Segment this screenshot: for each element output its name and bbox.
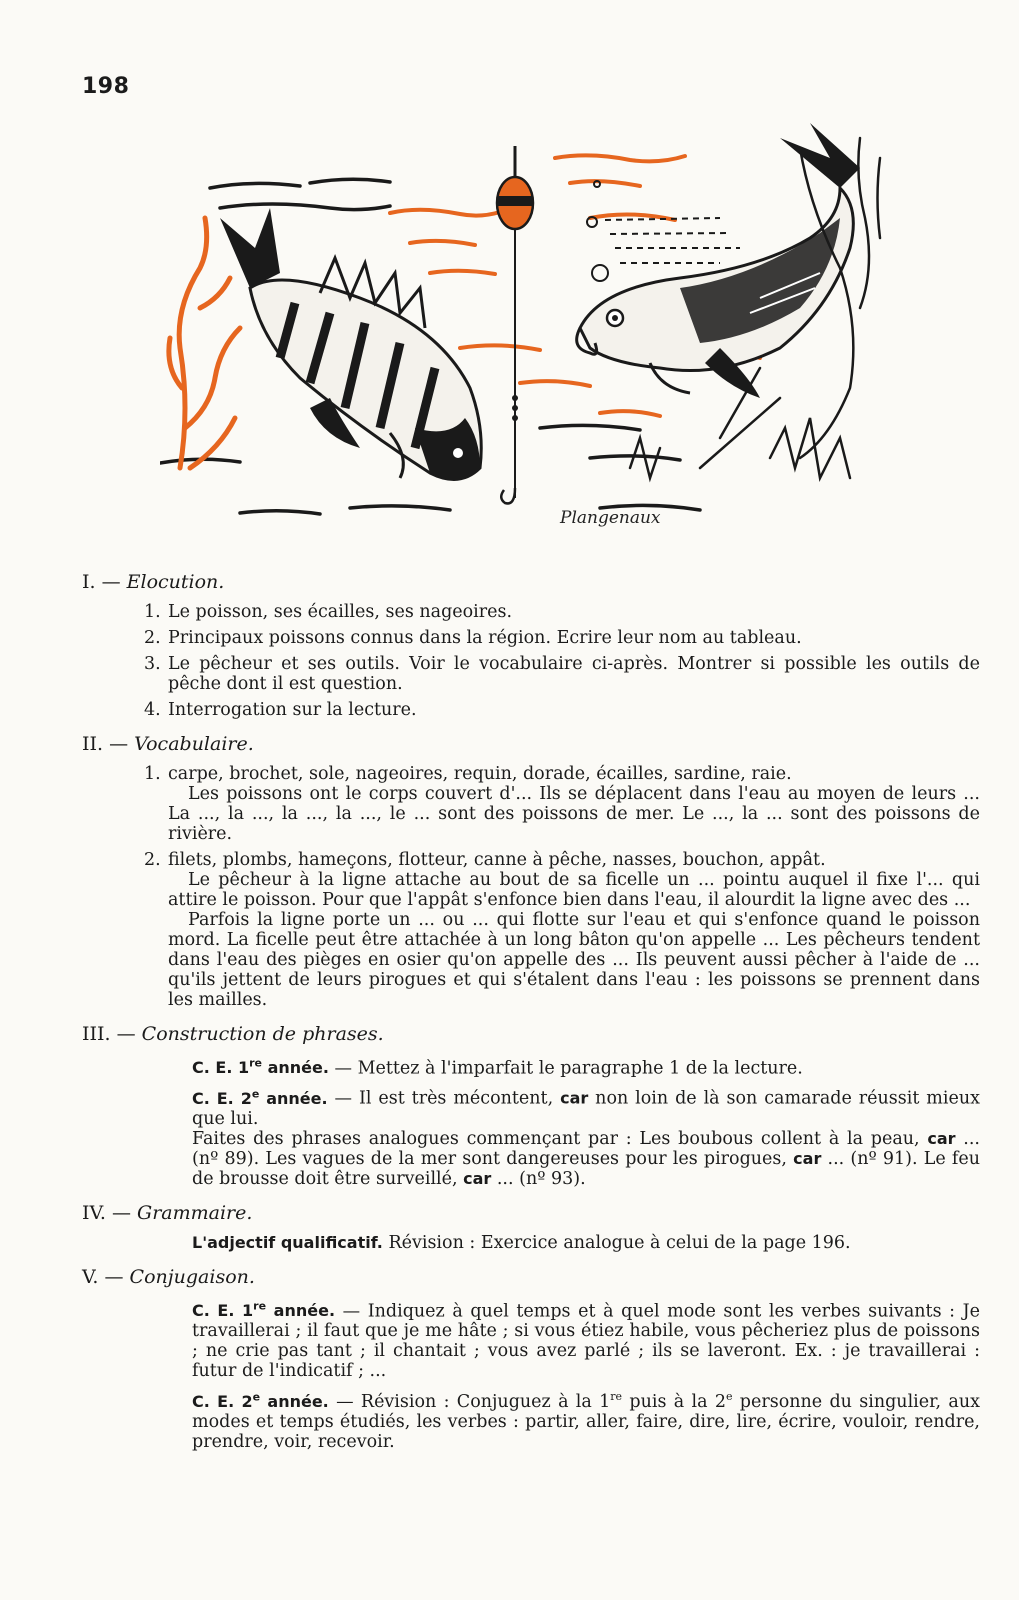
item-number: 2. (144, 850, 161, 870)
section-title: Vocabulaire. (134, 733, 254, 755)
level-label: C. E. 2e année. (192, 1390, 329, 1411)
exercise-ce1 (192, 1297, 980, 1381)
grammar-exercise (192, 1233, 980, 1253)
grammar-topic: L'adjectif qualificatif. (192, 1232, 383, 1252)
section-heading (82, 572, 980, 592)
level-label: C. E. 2e année. (192, 1087, 328, 1108)
item-number: 1. (144, 602, 161, 622)
seaweed (169, 218, 240, 468)
item-number: 3. (144, 654, 161, 674)
exercise-text: — Mettez à l'imparfait le paragraphe 1 de la lecture. (328, 1058, 803, 1079)
section-elocution (82, 572, 980, 720)
item-number: 2. (144, 628, 161, 648)
fill-in-paragraph: Parfois la ligne porte un ... ou ... qui flotte sur l'eau et qui s'enfonce quand le poisson mord. La ficelle peut être attachée à un long bâton qu'on appelle ... Les pêcheurs tendent dans l'eau des pièges en osier qu'on appelle des ... Ils peuvent aussi pêcher à l'aide de ... qu'ils jettent de leurs pirogues et qui s'étalent dans l'eau : les poissons se prennent dans les mailles. (168, 910, 980, 1010)
exercise-text: — Indiquez à quel temps et à quel mode sont les verbes suivants : Je travaillerai ; il faut que je me hâte ; si vous étiez habile, vous pêcheriez plus de poissons ; ne crie pas tant ; il chantait ; vous avez parlé ; ils se laveront. Ex. : je travaillerai : futur de l'indicatif ; ... (192, 1300, 981, 1381)
fill-in-paragraph: Les poissons ont le corps couvert d'... Ils se déplacent dans l'eau au moyen de leurs ... La ..., la ..., la ..., la ..., le ... sont des poissons de mer. Le ..., la ... sont des poissons de rivière. (168, 784, 980, 844)
section-number: IV. — (82, 1201, 131, 1224)
perch-fish (220, 208, 481, 479)
section-number: V. — (82, 1265, 124, 1288)
exercise-ce2: C. E. 2e année. — Il est très mécontent, car non loin de là son camarade réussit mieux que lui. Faites des phrases analogues commençant par : Les boubous collent à la peau, car ... (nº 89). Les vagues de la mer sont dangereuses pour les pirogues, car ... (nº 91). Le feu de brousse doit être surveillé, car ... (nº 93). (192, 1087, 980, 1189)
item-text: Le poisson, ses écailles, ses nageoires. (168, 602, 513, 622)
keyword: car (560, 1088, 589, 1108)
bubbles (587, 181, 608, 281)
illustrator-signature: Plangenaux (560, 508, 661, 528)
section-construction (82, 1024, 980, 1189)
exercise-ce2: C. E. 2e année. — Révision : Conjuguez à la 1re puis à la 2e personne du singulier, aux modes et temps étudiés, les verbes : partir, aller, faire, dire, lire, écrire, vouloir, rendre, prendre, voir, recevoir. (192, 1389, 981, 1452)
fishing-scene-illustration (160, 108, 900, 548)
page-number: 198 (82, 74, 130, 99)
list-item (144, 850, 980, 1010)
keyword: car (793, 1148, 822, 1168)
section-number: I. — (82, 571, 121, 593)
list-item (144, 764, 980, 844)
list-item (144, 654, 980, 694)
list-item (144, 602, 980, 622)
section-vocabulaire (82, 734, 980, 1010)
section-number: III. — (82, 1023, 136, 1045)
section-number: II. — (82, 733, 129, 755)
item-text: Interrogation sur la lecture. (168, 700, 417, 720)
level-label: C. E. 1re année. (192, 1299, 336, 1320)
fill-in-paragraph: Le pêcheur à la ligne attache au bout de sa ficelle un ... pointu auquel il fixe l'... qui attire le poisson. Pour que l'appât s'enfonce bien dans l'eau, il alourdit la ligne avec des ... (168, 870, 980, 910)
list-item (144, 700, 980, 720)
item-number: 1. (144, 764, 161, 784)
exercise-ce1 (192, 1054, 980, 1078)
exercise-content (82, 572, 980, 1466)
level-label: C. E. 1re année. (192, 1057, 329, 1078)
section-heading (82, 1267, 980, 1287)
item-text: Le pêcheur et ses outils. Voir le vocabulaire ci-après. Montrer si possible les outils de pêche dont il est question. (168, 654, 980, 694)
section-heading (82, 1024, 980, 1044)
dash-lines (605, 218, 740, 263)
right-fish (577, 123, 860, 398)
section-title: Elocution. (126, 571, 225, 593)
list-item (144, 628, 980, 648)
word-list: carpe, brochet, sole, nageoires, requin, dorade, écailles, sardine, raie. (168, 764, 792, 784)
keyword: car (927, 1128, 956, 1148)
section-conjugaison (82, 1267, 980, 1452)
section-grammaire (82, 1203, 980, 1253)
section-heading (82, 734, 980, 754)
item-text: Principaux poissons connus dans la région. Ecrire leur nom au tableau. (168, 628, 802, 648)
keyword: car (463, 1168, 492, 1188)
word-list: filets, plombs, hameçons, flotteur, canne à pêche, nasses, bouchon, appât. (168, 850, 826, 870)
section-title: Construction de phrases. (141, 1023, 384, 1045)
section-title: Conjugaison. (129, 1265, 255, 1288)
section-heading (82, 1203, 980, 1223)
exercise-text: Révision : Exercice analogue à celui de la page 196. (382, 1232, 851, 1253)
section-title: Grammaire. (137, 1201, 253, 1224)
item-number: 4. (144, 700, 161, 720)
fishing-float-and-line (497, 146, 533, 503)
